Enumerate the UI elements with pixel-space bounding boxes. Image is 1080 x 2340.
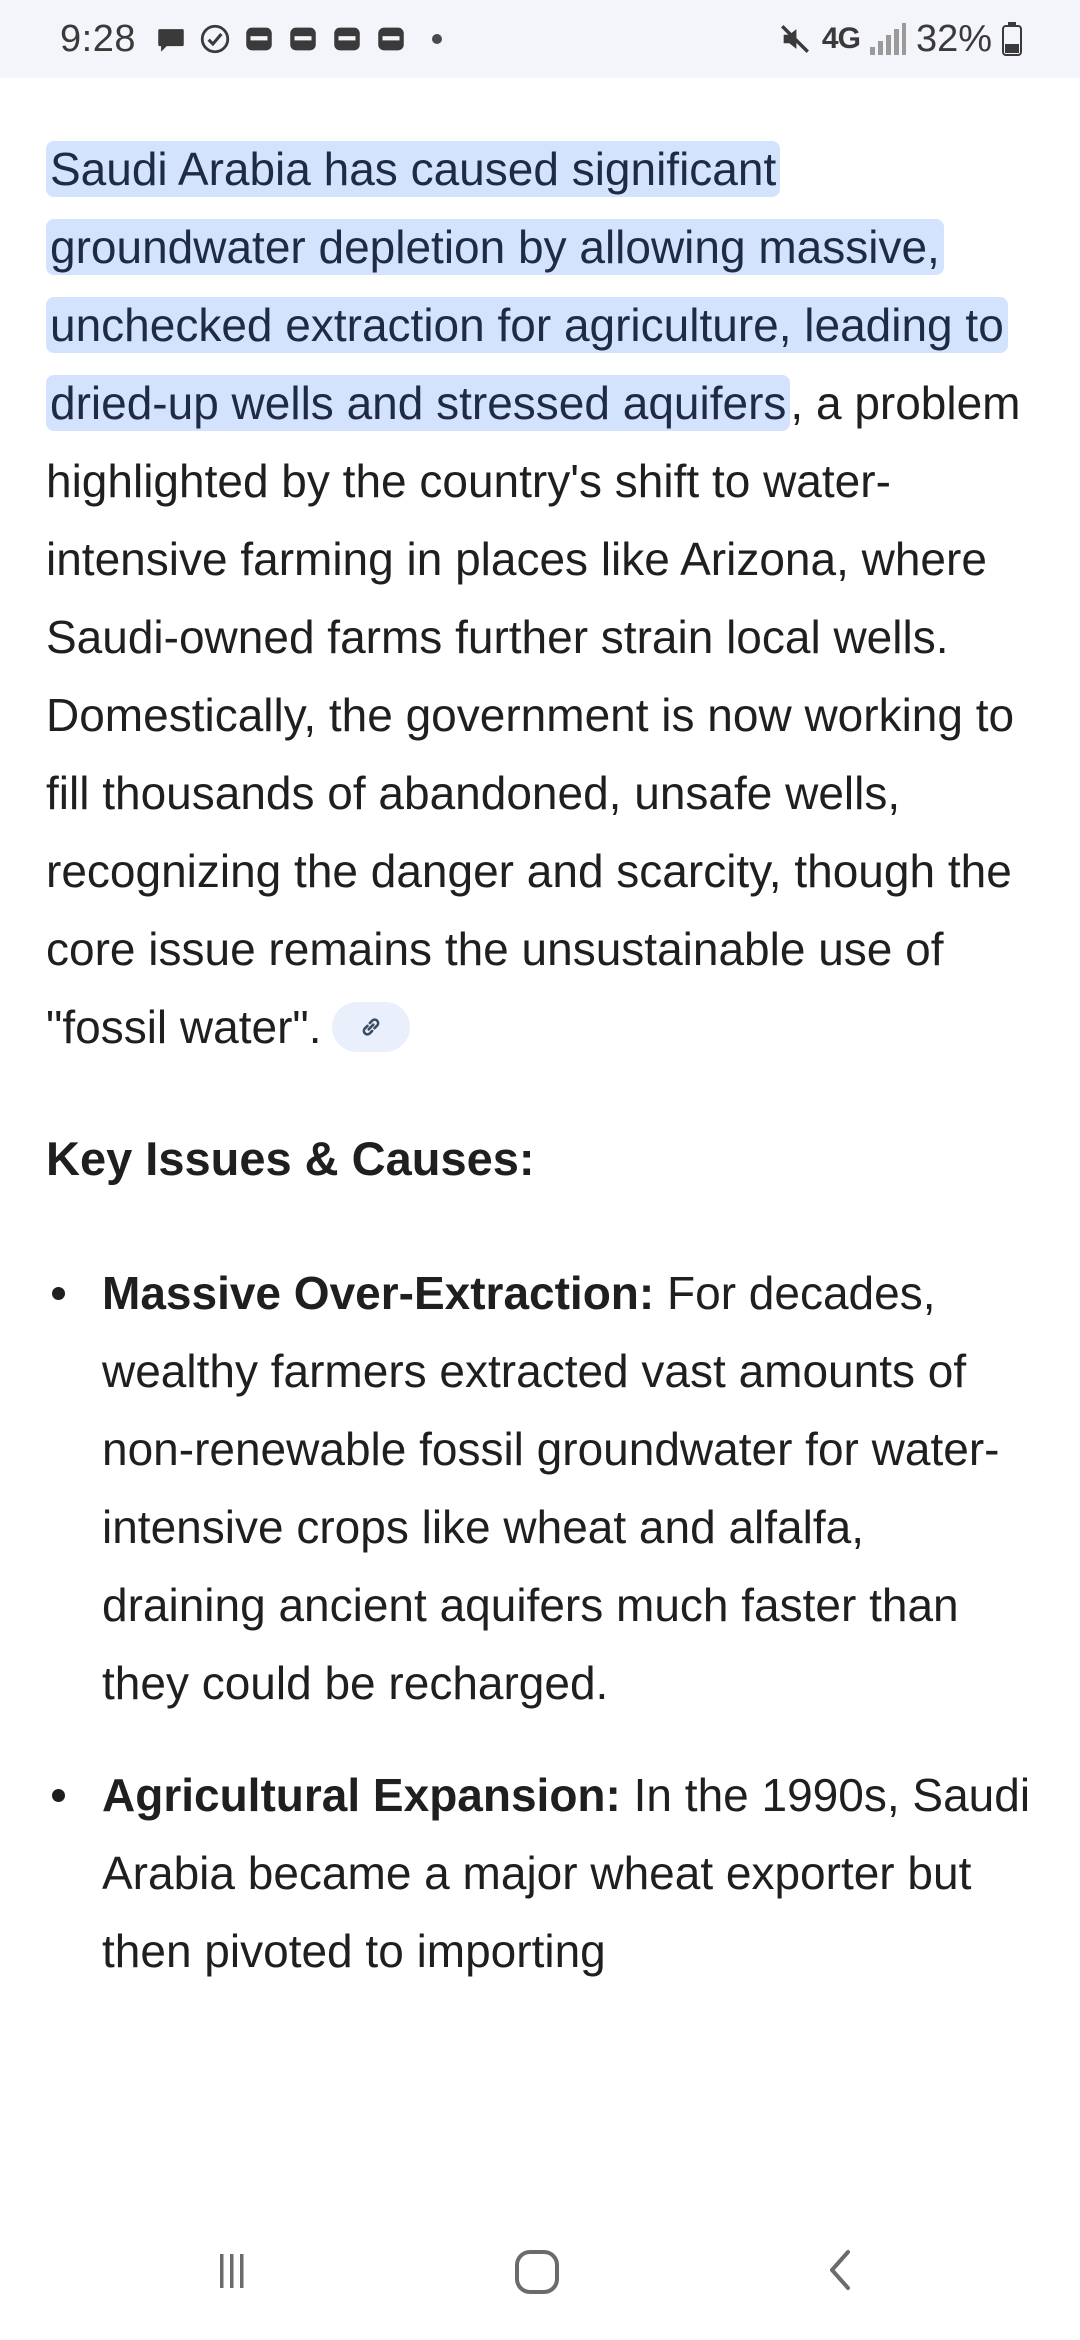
more-notifications-dot xyxy=(432,34,442,44)
status-time: 9:28 xyxy=(60,17,136,60)
issue-text: For decades, wealthy farmers extracted vast amounts of non-renewable fossil groundwater for water-intensive crops like wheat and alfalfa, draining ancient aquifers much faster than they could be recharged. xyxy=(102,1267,1000,1709)
back-button[interactable] xyxy=(810,2240,890,2300)
home-icon xyxy=(503,2240,563,2300)
list-item xyxy=(46,1756,1036,1990)
back-icon xyxy=(810,2240,870,2300)
source-link-chip[interactable] xyxy=(332,1002,410,1052)
section-heading: Key Issues & Causes: xyxy=(46,1132,535,1185)
chat-bubble-icon xyxy=(154,22,188,56)
inbox-icon xyxy=(330,22,364,56)
issue-list xyxy=(46,1254,1036,1990)
home-button[interactable] xyxy=(503,2240,583,2300)
status-right xyxy=(778,18,1022,61)
inbox-icon xyxy=(374,22,408,56)
list-item xyxy=(46,1254,1036,1722)
battery-percent: 32% xyxy=(915,17,992,60)
status-bar xyxy=(0,0,1080,78)
mute-icon xyxy=(778,22,812,56)
recents-button[interactable] xyxy=(200,2240,280,2300)
inbox-icon xyxy=(286,22,320,56)
navigation-bar xyxy=(0,2200,1080,2340)
highlighted-text[interactable]: Saudi Arabia has caused significant groundwater depletion by allowing massive, unchecked extraction for agriculture, leading to dried-up wells and stressed aquifers xyxy=(46,141,1008,431)
link-icon xyxy=(357,1013,385,1041)
battery-icon xyxy=(1002,22,1022,56)
issue-title: Massive Over-Extraction: xyxy=(102,1267,655,1319)
bullet-icon xyxy=(52,1287,65,1300)
issue-text: In the 1990s, Saudi Arabia became a major wheat exporter but then pivoted to importing xyxy=(102,1769,1031,1977)
inbox-icon xyxy=(242,22,276,56)
intro-paragraph xyxy=(46,130,1036,1066)
recents-icon xyxy=(200,2240,260,2300)
network-type: 4G xyxy=(821,22,860,55)
bullet-icon xyxy=(52,1789,65,1802)
response-content xyxy=(46,130,1036,2024)
signal-icon xyxy=(870,23,906,55)
intro-text: , a problem highlighted by the country's shift to water-intensive farming in places like Arizona, where Saudi-owned farms further strain local wells. Domestically, the government is now working to fill thousands of abandoned, unsafe wells, recognizing the danger and scarcity, though the core issue remains the unsustainable use of "fossil water". xyxy=(46,377,1021,1053)
status-left xyxy=(60,18,442,61)
issue-title: Agricultural Expansion: xyxy=(102,1769,621,1821)
check-circle-icon xyxy=(198,22,232,56)
